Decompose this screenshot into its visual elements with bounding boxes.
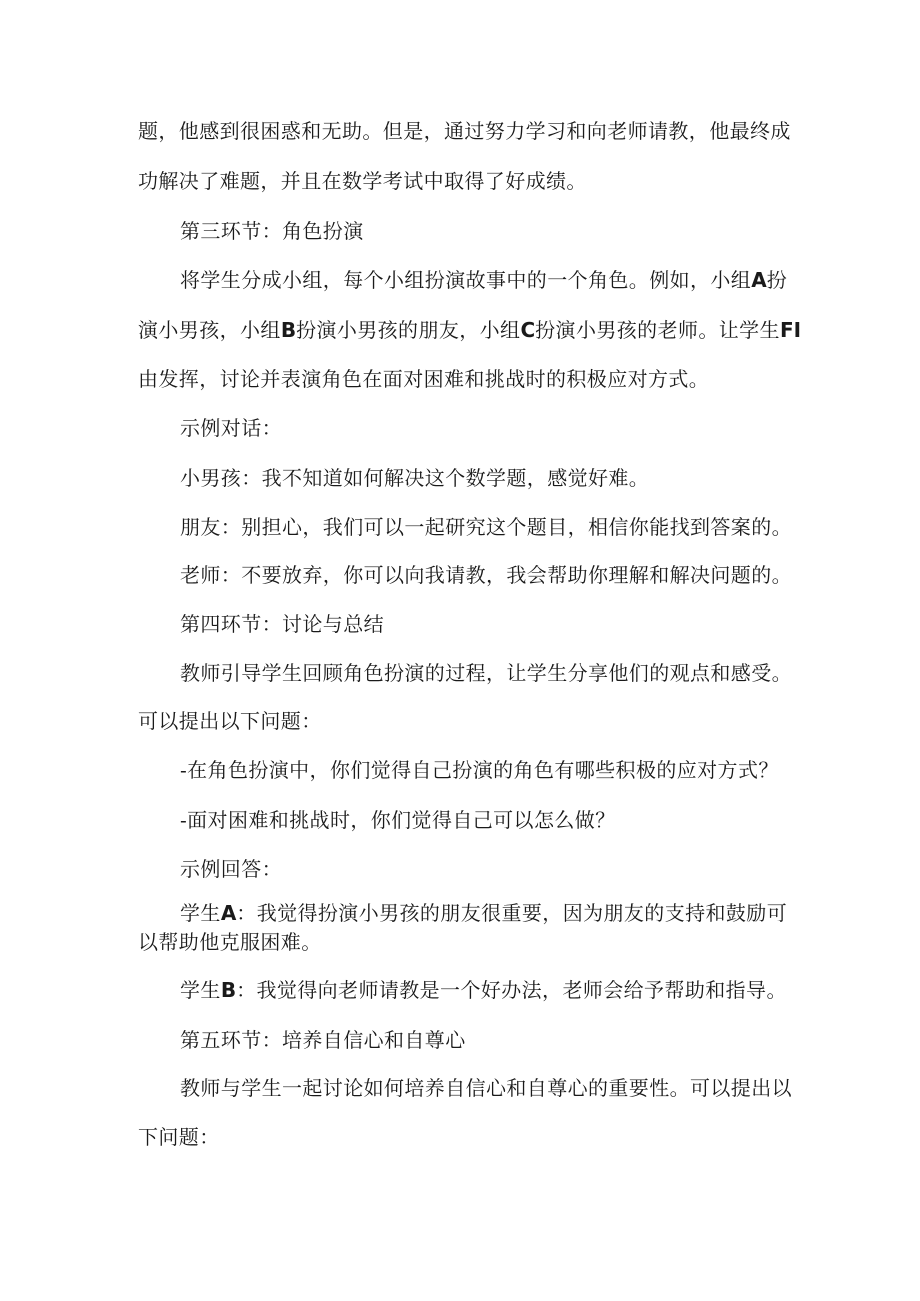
text-line-5: 演小男孩，小组B扮演小男孩的朋友，小组C扮演小男孩的老师。让学生FI [138,318,802,342]
dialogue-teacher: 老师：不要放弃，你可以向我请教，我会帮助你理解和解决问题的。 [180,563,792,587]
label-example-answer: 示例回答： [180,857,282,881]
answer-student-a-line-1: 学生A：我觉得扮演小男孩的朋友很重要，因为朋友的支持和鼓励可 [180,901,788,925]
text-line-2: 功解决了难题，并且在数学考试中取得了好成绩。 [138,169,587,193]
section-heading-4: 第四环节：讨论与总结 [180,612,384,636]
answer-student-b: 学生B：我觉得向老师请教是一个好办法，老师会给予帮助和指导。 [180,978,787,1002]
text-line-12: 教师引导学生回顾角色扮演的过程，让学生分享他们的观点和感受。 [180,661,792,685]
question-2: -面对困难和挑战时，你们觉得自己可以怎么做？ [180,808,616,832]
text-line-22: 下问题： [138,1125,220,1149]
text-line-21: 教师与学生一起讨论如何培养自信心和自尊心的重要性。可以提出以 [180,1076,792,1100]
text-line-1: 题，他感到很困惑和无助。但是，通过努力学习和向老师请教，他最终成 [138,119,791,143]
answer-student-a-line-2: 以帮助他克服困难。 [138,930,322,954]
dialogue-friend: 朋友：别担心，我们可以一起研究这个题目，相信你能找到答案的。 [180,515,792,539]
text-line-4: 将学生分成小组，每个小组扮演故事中的一个角色。例如，小组A扮 [180,268,788,292]
section-heading-3: 第三环节：角色扮演 [180,219,364,243]
question-1: -在角色扮演中，你们觉得自己扮演的角色有哪些积极的应对方式？ [180,758,779,782]
text-line-13: 可以提出以下问题： [138,709,322,733]
label-example-dialogue: 示例对话： [180,416,282,440]
section-heading-5: 第五环节：培养自信心和自尊心 [180,1028,466,1052]
dialogue-boy: 小男孩：我不知道如何解决这个数学题，感觉好难。 [180,466,650,490]
text-line-6: 由发挥，讨论并表演角色在面对困难和挑战时的积极应对方式。 [138,367,710,391]
